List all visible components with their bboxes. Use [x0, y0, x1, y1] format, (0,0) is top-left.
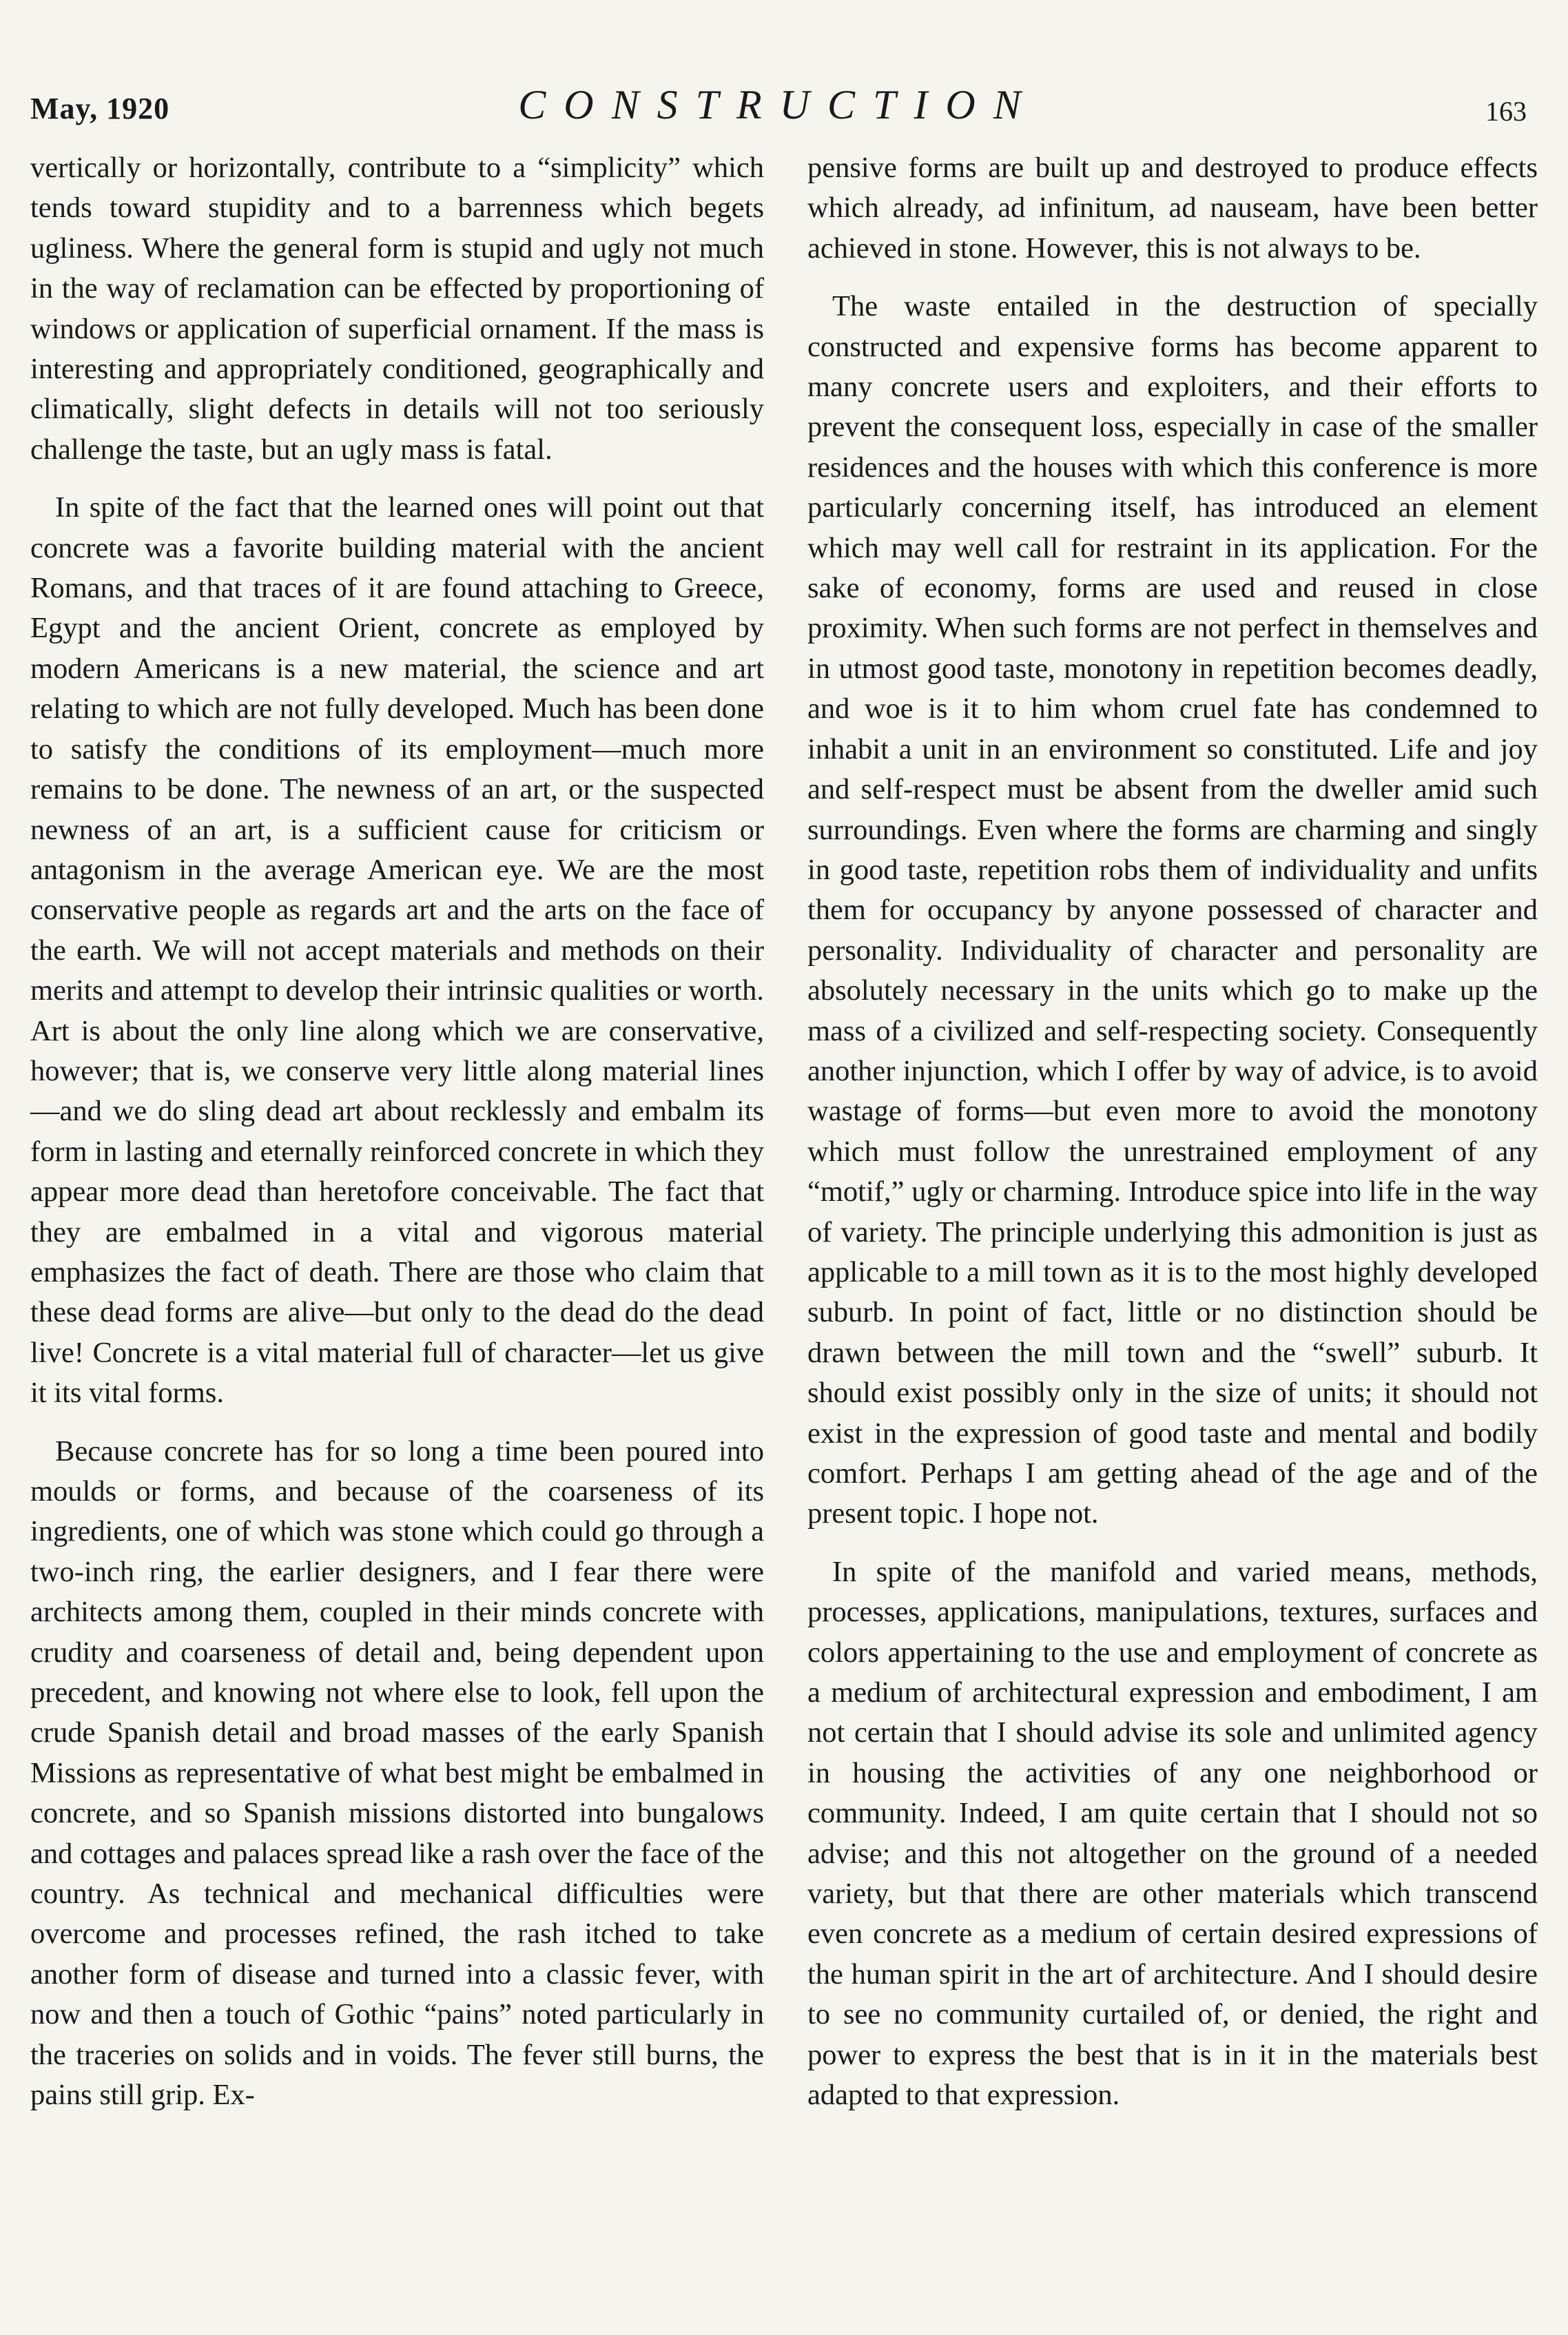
- magazine-title: CONSTRUCTION: [518, 82, 1039, 127]
- right-paragraph-2: The waste entailed in the destruction of specially constructed and expensive forms has become apparent to many concrete users and exploiters, and their efforts to prevent the consequent loss, especially in case of the smaller residences and the houses with which this conference is more particularly concerning itself, has introduced an element which may well call for restraint in its application. For the sake of economy, forms are used and reused in close proximity. When such forms are not perfect in themselves and in utmost good taste, monotony in repetition becomes deadly, and woe is it to him whom cruel fate has condemned to inhabit a unit in an environment so constituted. Life and joy and self-respect must be absent from the dweller amid such surroundings. Even where the forms are charming and singly in good taste, repetition robs them of individuality and unfits them for occupancy by anyone possessed of character and personality. Individuality of character and personality are absolutely necessary in the units which go to make up the mass of a civilized and self-respecting society. Consequently another injunction, which I offer by way of advice, is to avoid wastage of forms—but even more to avoid the monotony which must follow the unrestrained employment of any “motif,” ugly or charming. Introduce spice into life in the way of variety. The principle underlying this admonition is just as applicable to a mill town as it is to the most highly developed suburb. In point of fact, little or no distinction should be drawn between the mill town and the “swell” suburb. It should exist possibly only in the size of units; it should not exist in the expression of good taste and mental and bodily comfort. Perhaps I am getting ahead of the age and of the present topic. I hope not.: [807, 290, 1538, 1530]
- page-number: 163: [1485, 96, 1527, 127]
- left-paragraph-2: In spite of the fact that the learned ones will point out that concrete was a favorite building material with the ancient Romans, and that traces of it are found attaching to Greece, Egypt and the ancient Orient, concrete as employed by modern Americans is a new material, the science and art relating to which are not fully developed. Much has been done to satisfy the conditions of its employment—much more remains to be done. The newness of an art, or the suspected newness of an art, is a sufficient cause for criticism or antagonism in the average American eye. We are the most conservative people as regards art and the arts on the face of the earth. We will not accept materials and methods on their merits and attempt to develop their intrinsic qualities or worth. Art is about the only line along which we are conservative, however; that is, we conserve very little along material lines—and we do sling dead art about recklessly and embalm its form in lasting and eternally reinforced concrete in which they appear more dead than heretofore conceivable. The fact that they are embalmed in a vital and vigorous material emphasizes the fact of death. There are those who claim that these dead forms are alive—but only to the dead do the dead live! Concrete is a vital material full of character—let us give it its vital forms.: [30, 491, 764, 1410]
- left-paragraph-1: vertically or horizontally, contribute to a “simplicity” which tends toward stupidity and to a barrenness which begets ugliness. Where the general form is stupid and ugly not much in the way of reclamation can be effected by proportioning of windows or application of superficial ornament. If the mass is interesting and appropriately conditioned, geographically and climatically, slight defects in details will not too seriously challenge the taste, but an ugly mass is fatal.: [30, 152, 764, 466]
- right-paragraph-1: pensive forms are built up and destroyed to produce effects which already, ad infinitum, ad nauseam, have been better achieved in stone. However, this is not always to be.: [807, 152, 1538, 265]
- page-header: [30, 81, 1527, 143]
- issue-date: May, 1920: [30, 92, 170, 125]
- left-column: [30, 148, 764, 2116]
- left-paragraph-3: Because concrete has for so long a time been poured into moulds or forms, and because of the coarseness of its ingredients, one of which was stone which could go through a two-inch ring, the earlier designers, and I fear there were architects among them, coupled in their minds concrete with crudity and coarseness of detail and, being dependent upon precedent, and knowing not where else to look, fell upon the crude Spanish detail and broad masses of the early Spanish Missions as representative of what best might be embalmed in concrete, and so Spanish missions distorted into bungalows and cottages and palaces spread like a rash over the face of the country. As technical and mechanical difficulties were overcome and processes refined, the rash itched to take another form of disease and turned into a classic fever, with now and then a touch of Gothic “pains” noted particularly in the traceries on solids and in voids. The fever still burns, the pains still grip. Ex-: [30, 1434, 764, 2112]
- right-paragraph-3: In spite of the manifold and varied means, methods, processes, applications, manipulations, textures, surfaces and colors appertaining to the use and employment of concrete as a medium of architectural expression and embodiment, I am not certain that I should advise its sole and unlimited agency in housing the activities of any one neighborhood or community. Indeed, I am quite certain that I should not so advise; and this not altogether on the ground of a needed variety, but that there are other materials which transcend even concrete as a medium of certain desired expressions of the human spirit in the art of architecture. And I should desire to see no community curtailed of, or denied, the right and power to express the best that is in it in the materials best adapted to that expression.: [807, 1555, 1538, 2112]
- right-column: [807, 148, 1538, 2116]
